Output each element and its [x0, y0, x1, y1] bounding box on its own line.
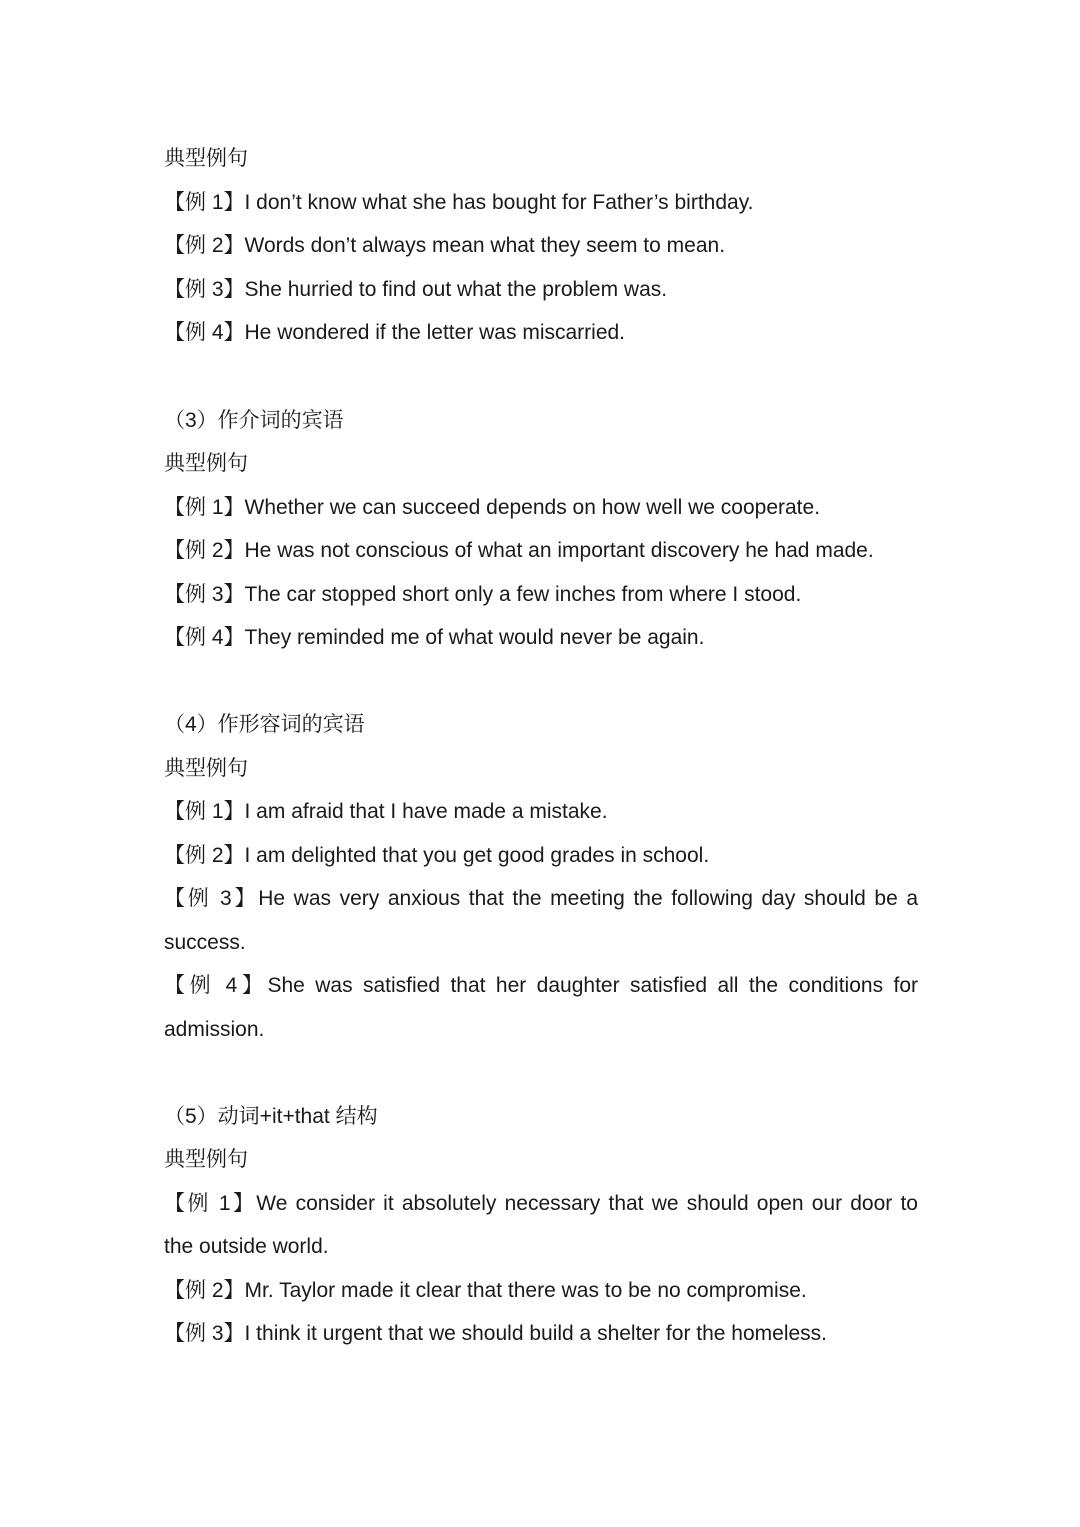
- example-text: Whether we can succeed depends on how well we cooperate.: [244, 496, 821, 519]
- example-tag: 【例 2】: [164, 234, 245, 257]
- example-line: [164, 319, 918, 347]
- example-line: [164, 798, 918, 826]
- example-text: He wondered if the letter was miscarried.: [244, 321, 626, 344]
- section-heading: （3）作介词的宾语: [164, 409, 344, 432]
- example-line: [164, 972, 918, 1000]
- example-tag: 【例 1】: [164, 800, 245, 823]
- examples-label: 典型例句: [164, 1148, 248, 1171]
- example-text: I am delighted that you get good grades in school.: [244, 844, 710, 867]
- example-tag: 【例 1】: [164, 191, 245, 214]
- example-tag: 【例 1】: [164, 496, 245, 519]
- example-tag: 【例 4】: [164, 321, 245, 344]
- example-tag: 【例 4】: [164, 974, 268, 997]
- example-text: We consider it absolutely necessary that we should open our door to: [256, 1192, 918, 1215]
- examples-label: 典型例句: [164, 147, 248, 170]
- example-continuation: admission.: [164, 1018, 265, 1041]
- section-heading: （5）动词+it+that 结构: [164, 1105, 378, 1128]
- example-text: I don’t know what she has bought for Father’s birthday.: [244, 191, 754, 214]
- example-line: [164, 581, 918, 609]
- example-text: She was satisfied that her daughter satisfied all the conditions for: [267, 974, 918, 997]
- example-line: [164, 276, 918, 304]
- example-text: Mr. Taylor made it clear that there was to be no compromise.: [244, 1279, 807, 1302]
- example-text: I am afraid that I have made a mistake.: [244, 800, 608, 823]
- example-tag: 【例 3】: [164, 278, 245, 301]
- example-text: They reminded me of what would never be again.: [244, 626, 705, 649]
- example-tag: 【例 3】: [164, 1322, 245, 1345]
- example-tag: 【例 2】: [164, 1279, 245, 1302]
- example-line: [164, 1190, 918, 1218]
- example-continuation: the outside world.: [164, 1235, 329, 1258]
- example-line: [164, 537, 918, 565]
- section-heading: （4）作形容词的宾语: [164, 713, 365, 736]
- example-line: [164, 494, 918, 522]
- example-line: [164, 842, 918, 870]
- example-text: She hurried to find out what the problem was.: [244, 278, 668, 301]
- examples-label: 典型例句: [164, 757, 248, 780]
- example-line: [164, 1277, 918, 1305]
- example-line: [164, 885, 918, 913]
- example-continuation: success.: [164, 931, 246, 954]
- example-tag: 【例 2】: [164, 539, 245, 562]
- example-tag: 【例 2】: [164, 844, 245, 867]
- example-tag: 【例 3】: [164, 887, 259, 910]
- examples-label: 典型例句: [164, 452, 248, 475]
- example-text: I think it urgent that we should build a shelter for the homeless.: [244, 1322, 828, 1345]
- example-text: The car stopped short only a few inches from where I stood.: [244, 583, 802, 606]
- example-tag: 【例 1】: [164, 1192, 257, 1215]
- example-line: [164, 232, 918, 260]
- example-tag: 【例 4】: [164, 626, 245, 649]
- example-line: [164, 624, 918, 652]
- example-line: [164, 1320, 918, 1348]
- example-tag: 【例 3】: [164, 583, 245, 606]
- example-text: He was not conscious of what an important discovery he had made.: [244, 539, 874, 562]
- example-text: Words don’t always mean what they seem to mean.: [244, 234, 726, 257]
- example-line: [164, 189, 918, 217]
- example-text: He was very anxious that the meeting the following day should be a: [258, 887, 918, 910]
